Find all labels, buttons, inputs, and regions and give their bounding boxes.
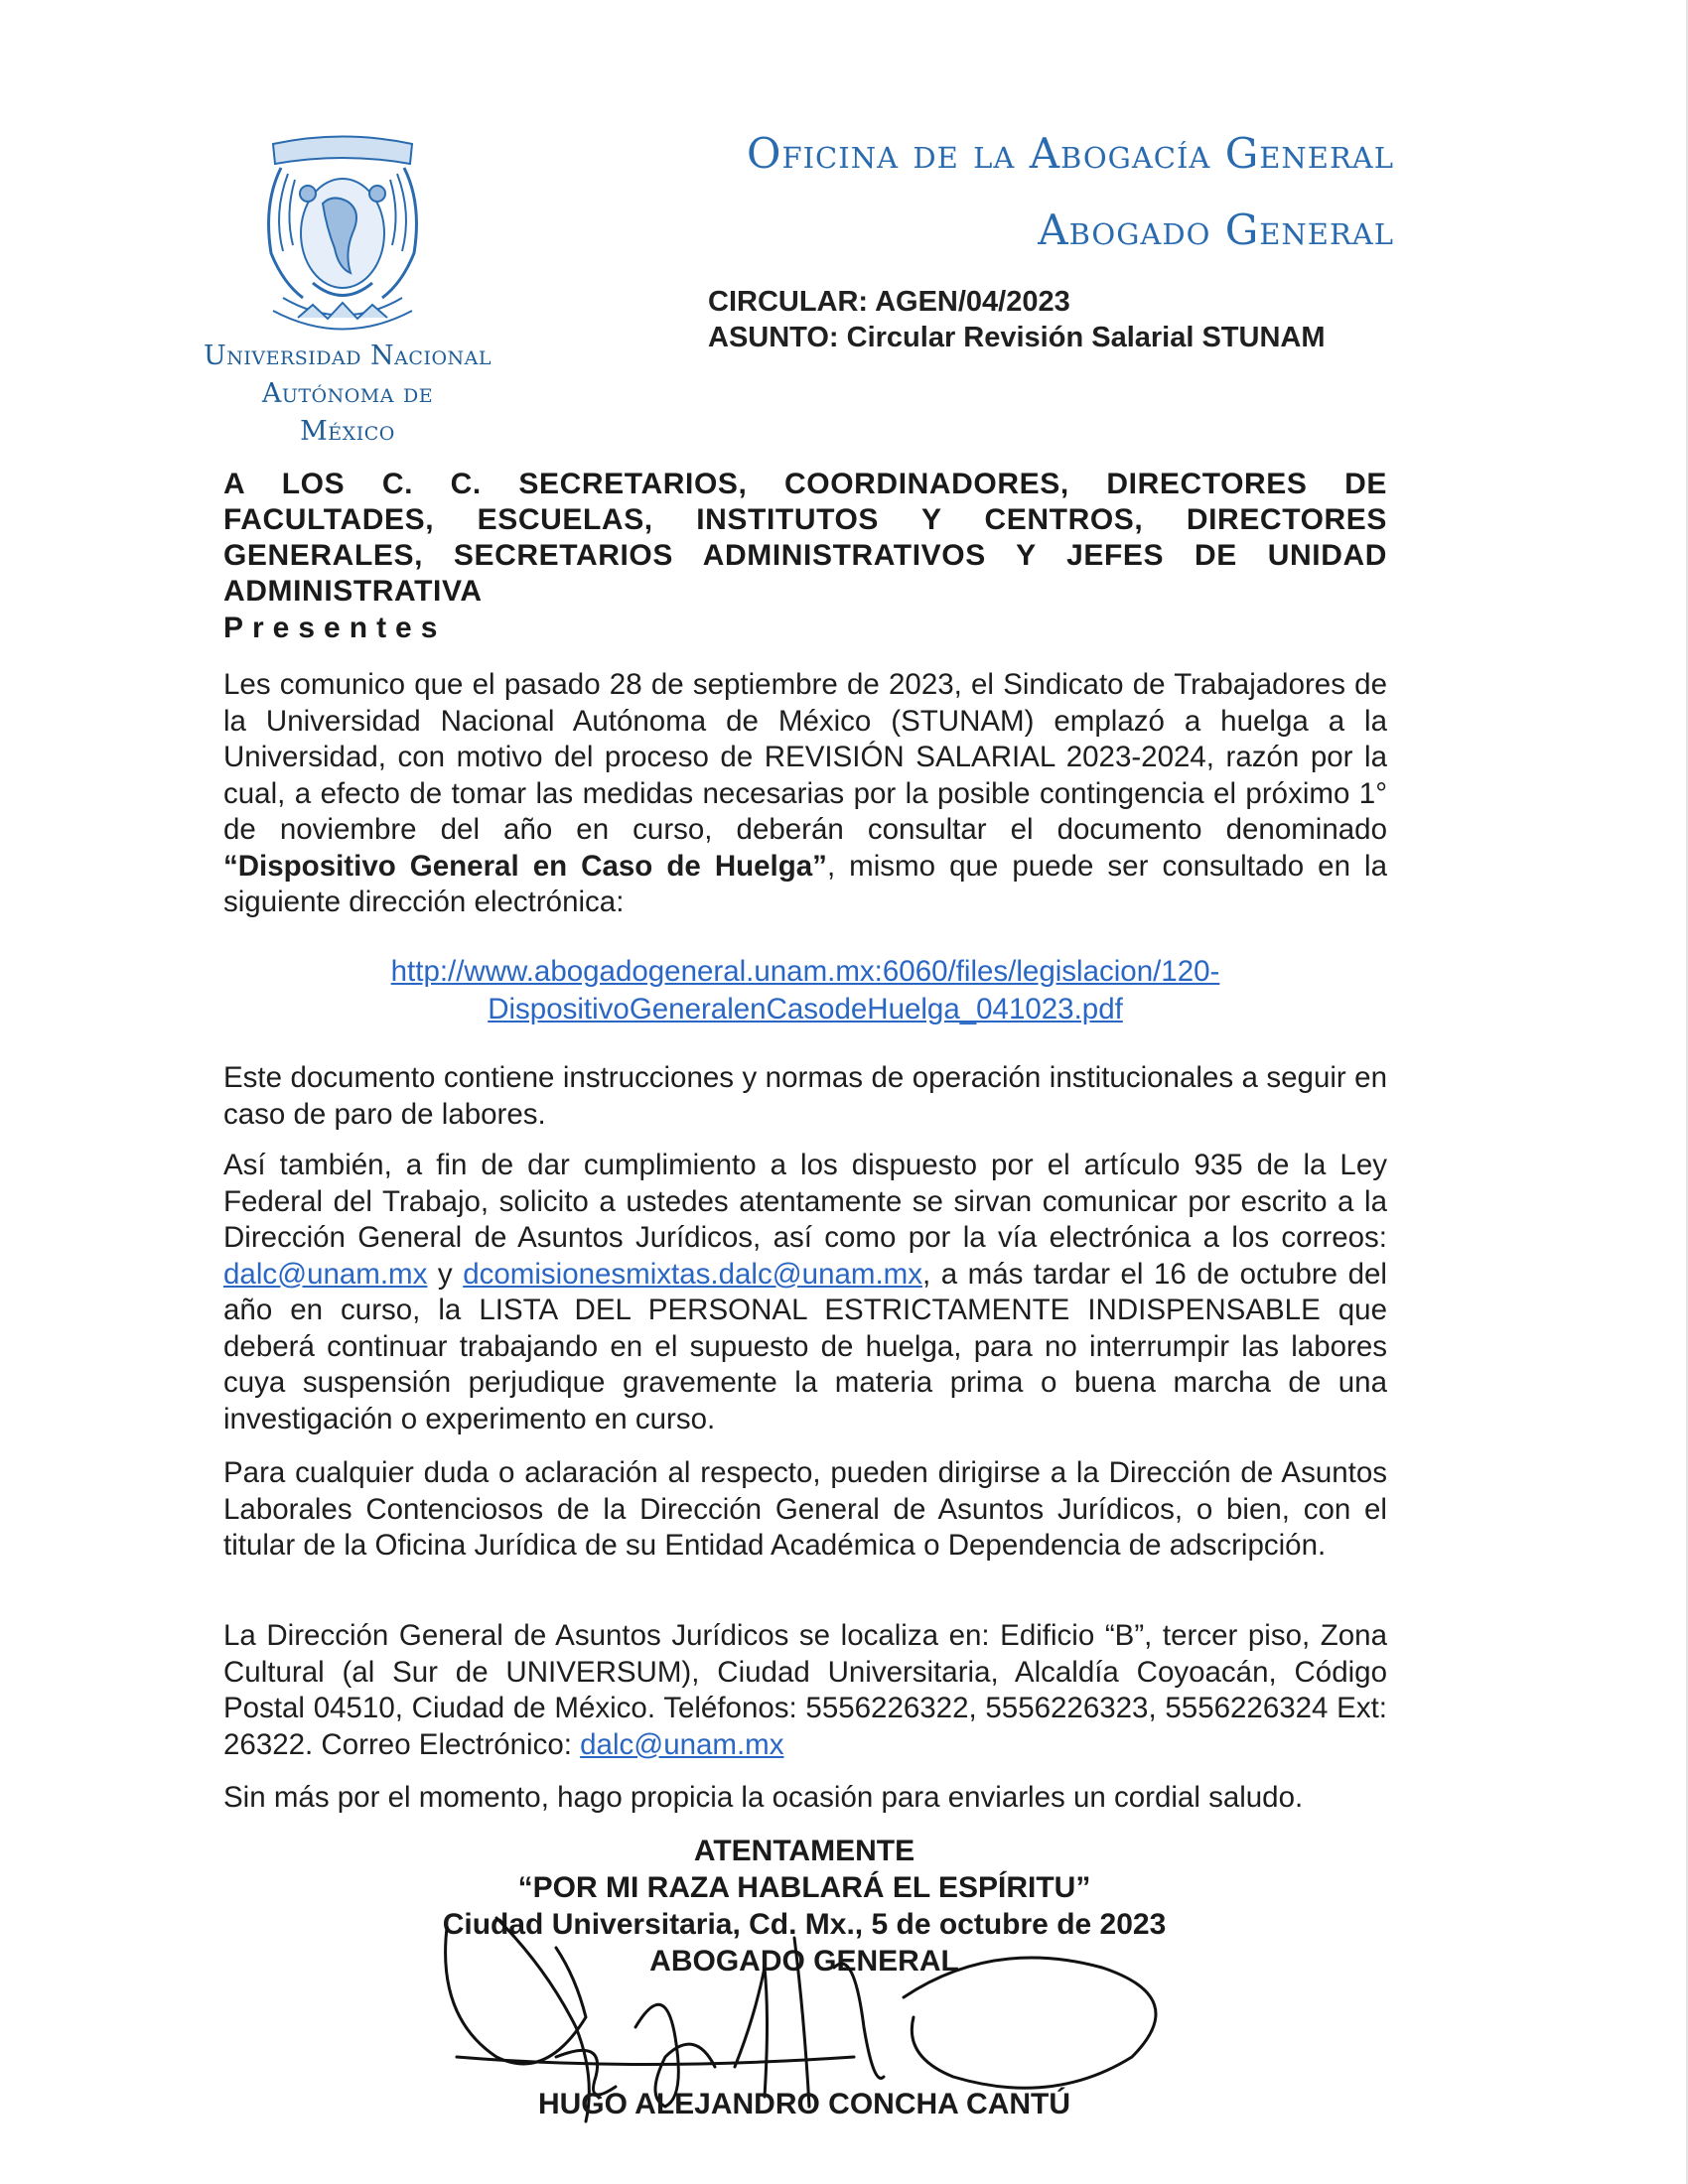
paragraph-3-and: y [427, 1257, 464, 1291]
university-name [194, 338, 501, 451]
office-title: Oficina de la Abogacía General [747, 129, 1394, 178]
subject-value: Circular Revisión Salarial STUNAM [846, 322, 1326, 353]
paragraph-5-text: La Dirección General de Asuntos Jurídicos se localiza en: Edificio “B”, tercer piso, Zona Cultural (al Sur de UNIVERSUM), Ciudad Universitaria, Alcaldía Coyoacán, Código Postal 04510, Ciudad de México. Teléfonos: 5556226322, 5556226323, 5556226324 Ext: 26322. Correo Electrónico: [223, 1619, 1387, 1761]
closing-atentamente: ATENTAMENTE [693, 1835, 915, 1867]
paragraph-3-text-b: , a más tardar el 16 de octubre del año en curso, la LISTA DEL PERSONAL ESTRICTAMENTE INDISPENSABLE que deberá continuar trabajando en el supuesto de huelga, para no interrumpir las labores cuya suspensión perjudique gravemente la materia prima o buena marcha de una investigación o experimento en curso. [223, 1257, 1387, 1435]
paragraph-4: Para cualquier duda o aclaración al respecto, pueden dirigirse a la Dirección de Asuntos Laborales Contenciosos de la Dirección General de Asuntos Jurídicos, o bien, con el titular de la Oficina Jurídica de su Entidad Académica o Dependencia de adscripción. [223, 1456, 1387, 1562]
document-link-line1[interactable]: http://www.abogadogeneral.unam.mx:6060/files/legislacion/120- [390, 955, 1220, 988]
subject-label: ASUNTO: [708, 322, 839, 353]
circular-label: CIRCULAR: [708, 286, 869, 318]
document-title: “Dispositivo General en Caso de Huelga” [223, 849, 827, 883]
addressee: A LOS C. C. SECRETARIOS, COORDINADORES, DIRECTORES DE FACULTADES, ESCUELAS, INSTITUTOS Y CENTROS, DIRECTORES GENERALES, SECRETARIOS ADMINISTRATIVOS Y JEFES DE UNIDAD ADMINISTRATIVA [223, 468, 1387, 608]
signer-name: HUGO ALEJANDRO CONCHA CANTÚ [537, 2088, 1071, 2120]
closing-title: ABOGADO GENERAL [649, 1945, 959, 1978]
email-link-contact[interactable]: dalc@unam.mx [580, 1727, 784, 1761]
paragraph-6: Sin más por el momento, hago propicia la ocasión para enviarles un cordial saludo. [223, 1781, 1304, 1814]
paragraph-1-text-b: , mismo que puede ser consultado en la siguiente dirección electrónica: [223, 849, 1388, 918]
paragraph-2: Este documento contiene instrucciones y normas de operación institucionales a seguir en caso de paro de labores. [223, 1061, 1387, 1131]
circular-line [708, 284, 1326, 320]
document-link[interactable] [223, 953, 1387, 1028]
paragraph-1-text-a: Les comunico que el pasado 28 de septiembre de 2023, el Sindicato de Trabajadores de la Universidad Nacional Autónoma de México (STUNAM) emplazó a huelga a la Universidad, con motivo del proceso de REVISIÓN SALARIAL 2023-2024, razón por la cual, a efecto de tomar las medidas necesarias por la posible contingencia el próximo 1° de noviembre del año en curso, deberán consultar el documento denominado [223, 668, 1387, 846]
circular-number: AGEN/04/2023 [875, 286, 1070, 318]
paragraph-3 [223, 1148, 1387, 1437]
document-link-line2[interactable]: DispositivoGeneralenCasodeHuelga_041023.pdf [488, 993, 1123, 1025]
office-subtitle: Abogado General [1038, 205, 1394, 254]
email-link-dalc[interactable]: dalc@unam.mx [223, 1257, 428, 1291]
unam-seal-icon [253, 134, 432, 338]
university-name-line2: Autónoma de [261, 378, 434, 409]
paragraph-3-text-a: Así también, a fin de dar cumplimiento a los dispuesto por el artículo 935 de la Ley Federal del Trabajo, solicito a ustedes atentamente se sirvan comunicar por escrito a la Dirección General de Asuntos Jurídicos, así como por la vía electrónica a los correos: [223, 1149, 1387, 1254]
paragraph-5 [223, 1618, 1387, 1763]
reference-block [708, 284, 1326, 355]
university-name-line3: México [300, 416, 395, 447]
closing-motto: “POR MI RAZA HABLARÁ EL ESPÍRITU” [517, 1871, 1091, 1904]
closing-place-date: Ciudad Universitaria, Cd. Mx., 5 de octubre de 2023 [442, 1908, 1167, 1941]
paragraph-1 [223, 667, 1387, 921]
university-name-line1: Universidad Nacional [203, 341, 492, 371]
presentes: Presentes [223, 612, 447, 644]
email-link-comisiones[interactable]: dcomisionesmixtas.dalc@unam.mx [463, 1257, 922, 1291]
subject-line [708, 320, 1326, 355]
